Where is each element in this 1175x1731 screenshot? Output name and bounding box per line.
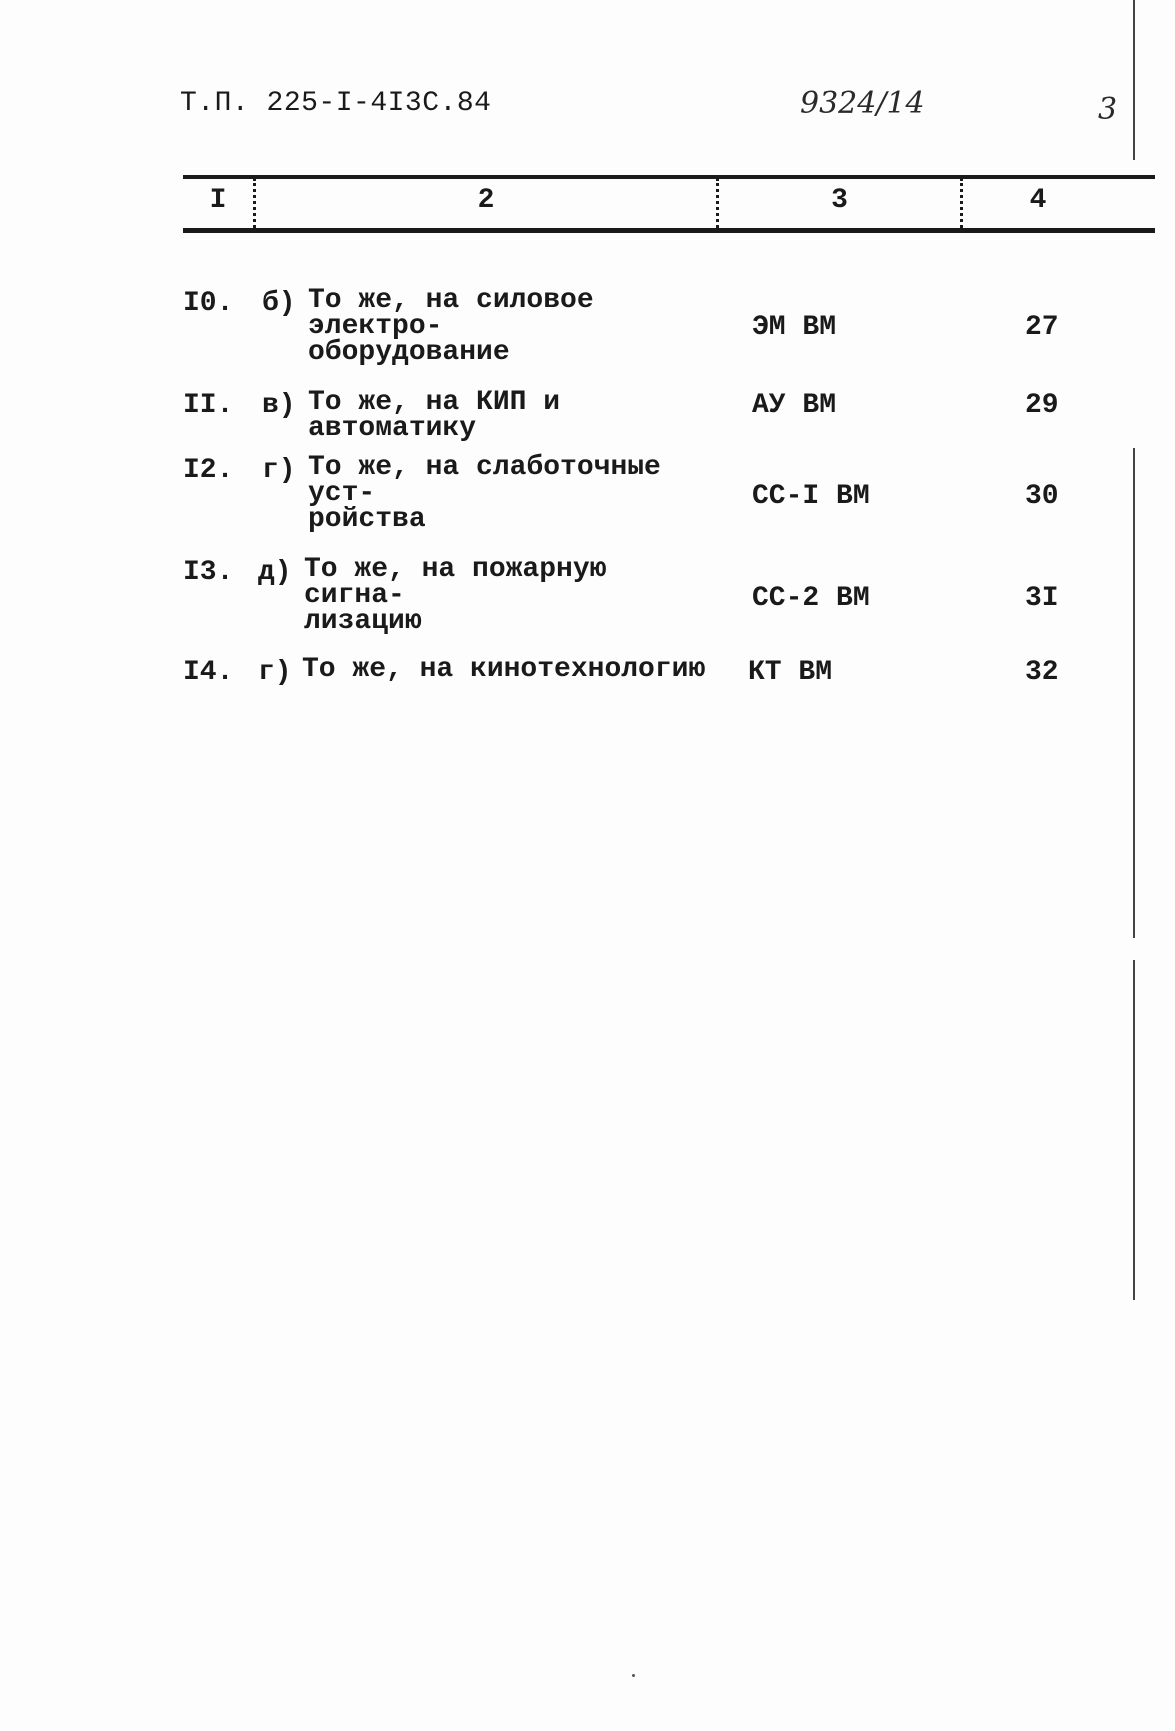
page-number: 3 <box>1098 92 1118 127</box>
row-code: CC-2 ВМ <box>752 583 870 614</box>
column-header-1: I <box>209 185 227 216</box>
row-description: То же, на кинотехнологию <box>302 654 706 685</box>
document-code: Т.П. 225-I-4I3C.84 <box>180 88 492 119</box>
column-header-4: 4 <box>1029 185 1047 216</box>
table-bottom-rule <box>183 228 1155 233</box>
row-page: 30 <box>1025 481 1059 512</box>
scan-edge-line <box>1133 960 1135 1300</box>
row-number: I0. <box>183 288 234 319</box>
row-code: КТ ВМ <box>748 657 833 688</box>
row-code: CC-I ВМ <box>752 481 870 512</box>
row-letter: г) <box>258 657 292 688</box>
row-description: То же, на слаботочные уст- ройства <box>308 452 661 535</box>
scan-edge-line <box>1133 0 1135 160</box>
row-description: То же, на КИП и автоматику <box>308 387 561 444</box>
scan-speck <box>632 1674 635 1677</box>
row-letter: б) <box>262 288 296 319</box>
row-letter: г) <box>262 455 296 486</box>
row-number: I3. <box>183 557 234 588</box>
row-code: АУ ВМ <box>752 390 837 421</box>
handwritten-code: 9324/14 <box>800 86 925 121</box>
row-number: II. <box>183 390 234 421</box>
row-description: То же, на силовое электро- оборудование <box>308 285 594 368</box>
column-header-2: 2 <box>477 185 495 216</box>
row-number: I2. <box>183 455 234 486</box>
row-page: 3I <box>1025 583 1059 614</box>
row-number: I4. <box>183 657 234 688</box>
row-letter: д) <box>258 557 292 588</box>
scan-edge-line <box>1133 448 1135 938</box>
table-top-rule <box>183 175 1155 179</box>
row-letter: в) <box>262 390 296 421</box>
row-code: ЭМ ВМ <box>752 312 837 343</box>
row-page: 32 <box>1025 657 1059 688</box>
row-description: То же, на пожарную сигна- лизацию <box>304 554 607 637</box>
row-page: 29 <box>1025 390 1059 421</box>
row-page: 27 <box>1025 312 1059 343</box>
column-header-3: 3 <box>831 185 848 216</box>
